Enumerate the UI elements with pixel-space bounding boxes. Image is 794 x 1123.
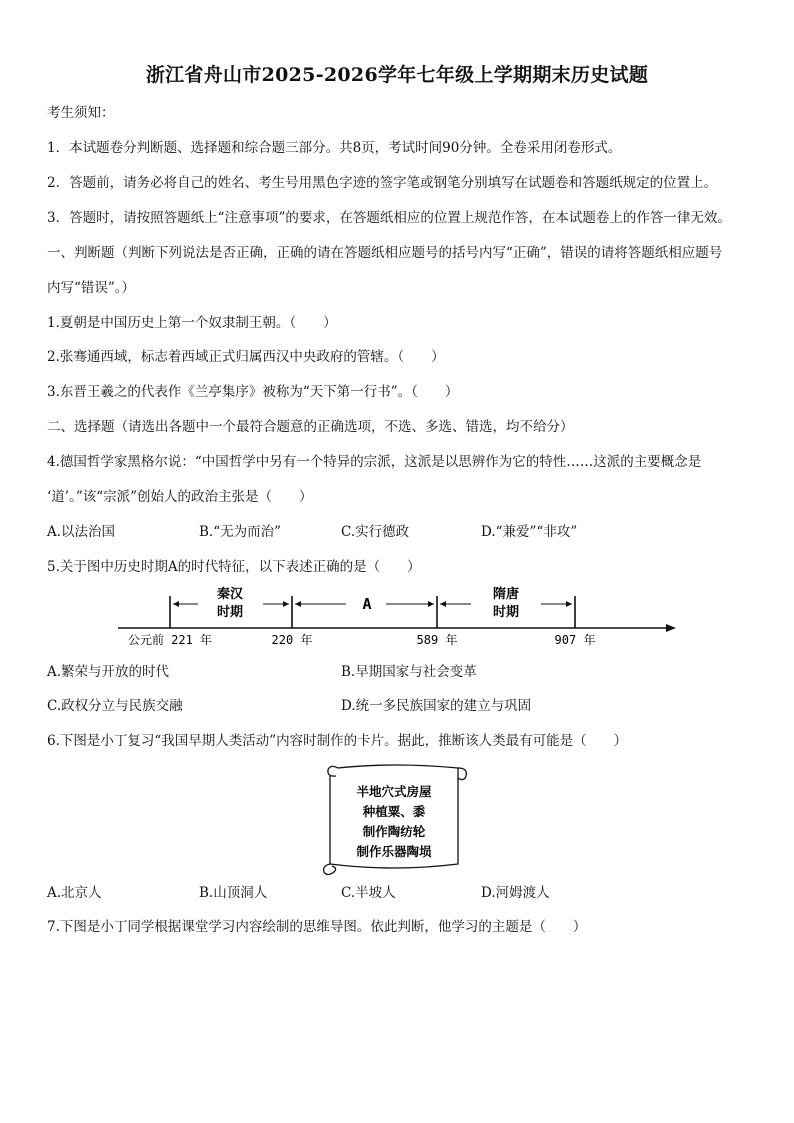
q5-option-d: D.统一多民族国家的建立与巩固 (341, 698, 532, 714)
scroll-curl-bottom (324, 864, 336, 875)
q4-option-d: D.“兼爱”“非攻” (481, 524, 578, 540)
question-5-stem: 5.关于图中历史时期A的时代特征，以下表述正确的是（ ） (47, 559, 421, 575)
q5-option-c: C.政权分立与民族交融 (47, 698, 183, 714)
notice-item-3: 3．答题时，请按照答题纸上“注意事项”的要求，在答题纸相应的位置上规范作答，在本试题卷上的作答一律无效。 (47, 210, 731, 226)
card-line-3: 制作陶纺轮 (362, 824, 426, 839)
section1-heading-line2: 内写“错误”。） (47, 280, 136, 296)
question-4-line1: 4.德国哲学家黑格尔说：“中国哲学中另有一个特异的宗派，这派是以思辨作为它的特性……这派的主要概念是 (47, 454, 702, 470)
q5-option-a: A.繁荣与开放的时代 (47, 664, 170, 680)
notice-item-1: 1．本试题卷分判断题、选择题和综合题三部分。共8页，考试时间90分钟。全卷采用闭卷形式。 (47, 140, 622, 156)
period-3-label-line1: 隋唐 (492, 587, 520, 602)
notice-item-2: 2．答题前，请务必将自己的姓名、考生号用黑色字迹的签字笔或钢笔分别填写在试题卷和答题纸规定的位置上。 (47, 175, 718, 191)
notice-heading: 考生须知： (47, 105, 115, 121)
q5-option-b: B.早期国家与社会变革 (341, 664, 477, 680)
period-a-label: A (362, 595, 372, 613)
question-2: 2.张骞通西域，标志着西域正式归属西汉中央政府的管辖。（ ） (47, 349, 445, 365)
q6-option-b: B.山顶洞人 (199, 885, 268, 901)
section1-heading-line1: 一、判断题（判断下列说法是否正确，正确的请在答题纸相应题号的括号内写“正确”，错误的请将答题纸相应题号 (47, 245, 723, 261)
card-line-1: 半地穴式房屋 (356, 784, 432, 799)
tick-label-3: 589 年 (416, 633, 458, 647)
page-title: 浙江省舟山市2025-2026学年七年级上学期期末历史试题 (145, 64, 649, 86)
q6-option-a: A.北京人 (47, 885, 102, 901)
question-1: 1.夏朝是中国历史上第一个奴隶制王朝。（ ） (47, 315, 337, 331)
tick-label-1: 公元前 221 年 (127, 633, 213, 647)
question-3: 3.东晋王羲之的代表作《兰亭集序》被称为“天下第一行书”。（ ） (47, 384, 459, 400)
question-7-stem: 7.下图是小丁同学根据课堂学习内容绘制的思维导图。依此判断，他学习的主题是（ ） (47, 919, 587, 935)
q4-option-a: A.以法治国 (47, 524, 116, 540)
tick-label-2: 220 年 (271, 633, 313, 647)
arrowhead-left (173, 601, 179, 607)
period-3-label-line2: 时期 (492, 605, 520, 620)
q6-option-d: D.河姆渡人 (481, 885, 550, 901)
timeline-arrow (666, 624, 676, 632)
tick-label-4: 907 年 (554, 633, 596, 647)
section2-heading: 二、选择题（请选出各题中一个最符合题意的正确选项，不选、多选、错选，均不给分） (47, 419, 574, 435)
scroll-card (318, 760, 470, 878)
arrowhead-right (283, 601, 289, 607)
q4-option-c: C.实行德政 (341, 524, 410, 540)
q4-option-b: B.“无为而治” (199, 524, 282, 540)
q6-option-c: C.半坡人 (341, 885, 396, 901)
question-4-line2: ‘道’。”该“宗派”创始人的政治主张是（ ） (47, 489, 313, 505)
history-timeline (118, 582, 678, 648)
card-line-4: 制作乐器陶埙 (356, 844, 432, 859)
period-1-label-line2: 时期 (216, 605, 244, 620)
card-line-2: 种植粟、黍 (362, 804, 426, 819)
period-1-label-line1: 秦汉 (216, 587, 244, 602)
question-6-stem: 6.下图是小丁复习“我国早期人类活动”内容时制作的卡片。据此，推断该人类最有可能是（ ） (47, 733, 628, 749)
